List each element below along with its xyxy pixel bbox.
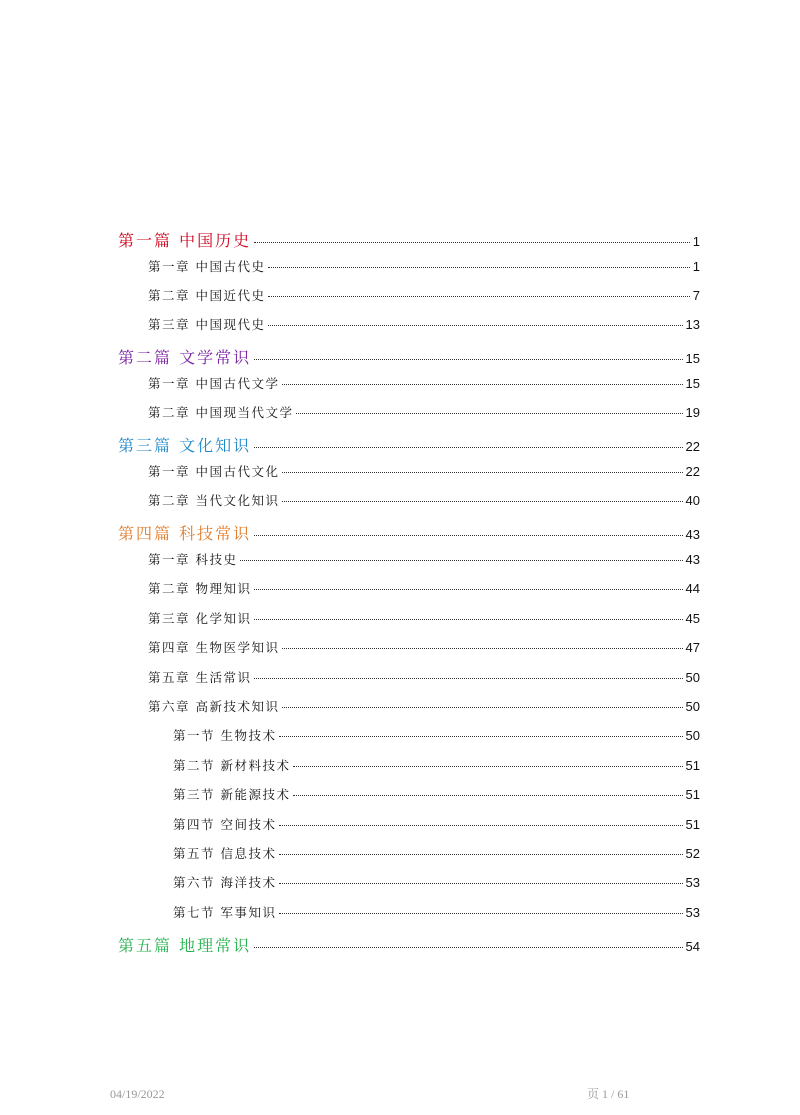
toc-dot-leader [282,648,682,649]
toc-page-number: 22 [685,439,700,454]
toc-entry-title: 第一篇 中国历史 [118,231,252,250]
toc-entry-title: 第六节 海洋技术 [173,875,277,890]
toc-entry-title: 第三章 化学知识 [148,611,252,626]
toc-chapter-entry[interactable] [148,697,700,717]
toc-page-number: 54 [685,939,700,954]
toc-dot-leader [282,707,682,708]
toc-dot-leader [282,472,682,473]
toc-entry-title: 第五节 信息技术 [173,846,277,861]
toc-page-number: 50 [685,728,700,743]
toc-section-entry[interactable] [173,903,700,923]
toc-page-number: 19 [685,405,700,420]
toc-section-entry[interactable] [173,844,700,864]
toc-entry-title: 第五篇 地理常识 [118,936,252,955]
toc-page-number: 1 [692,259,700,274]
toc-entry-title: 第二章 物理知识 [148,581,252,596]
toc-part-entry[interactable] [118,933,700,957]
toc-entry-title: 第一节 生物技术 [173,728,277,743]
footer-page-indicator: 页 1 / 61 [587,1087,630,1101]
toc-page-number: 53 [685,875,700,890]
toc-entry-title: 第五章 生活常识 [148,670,252,685]
toc-section-entry[interactable] [173,785,700,805]
toc-dot-leader [279,854,682,855]
toc-entry-title: 第二章 中国近代史 [148,288,266,303]
toc-dot-leader [254,359,682,360]
toc-part-entry[interactable] [118,228,700,252]
toc-chapter-entry[interactable] [148,638,700,658]
toc-chapter-entry[interactable] [148,491,700,511]
toc-page-number: 50 [685,699,700,714]
toc-page-number: 15 [685,376,700,391]
toc-part-entry[interactable] [118,521,700,545]
toc-entry-title: 第四节 空间技术 [173,817,277,832]
toc-dot-leader [268,296,689,297]
toc-page-number: 7 [692,288,700,303]
toc-page-number: 53 [685,905,700,920]
toc-dot-leader [293,766,682,767]
toc-entry-title: 第二篇 文学常识 [118,348,252,367]
toc-entry-title: 第一章 中国古代文学 [148,376,280,391]
toc-entry-title: 第一章 科技史 [148,552,238,567]
toc-chapter-entry[interactable] [148,257,700,277]
toc-page-number: 51 [685,817,700,832]
toc-entry-title: 第二章 当代文化知识 [148,493,280,508]
toc-dot-leader [282,501,682,502]
toc-chapter-entry[interactable] [148,579,700,599]
toc-entry-title: 第二章 中国现当代文学 [148,405,294,420]
toc-page-number: 40 [685,493,700,508]
toc-page-number: 44 [685,581,700,596]
toc-page-number: 51 [685,787,700,802]
toc-entry-title: 第三章 中国现代史 [148,317,266,332]
toc-entry-title: 第二节 新材料技术 [173,758,291,773]
toc-chapter-entry[interactable] [148,550,700,570]
toc-entry-title: 第一章 中国古代文化 [148,464,280,479]
footer-date: 04/19/2022 [110,1087,165,1101]
toc-page-number: 43 [685,552,700,567]
toc-page-number: 43 [685,527,700,542]
toc-page-number: 15 [685,351,700,366]
toc-dot-leader [254,589,682,590]
toc-dot-leader [240,560,682,561]
toc-dot-leader [282,384,682,385]
toc-chapter-entry[interactable] [148,286,700,306]
toc-entry-title: 第三篇 文化知识 [118,436,252,455]
toc-dot-leader [293,795,682,796]
toc-page-number: 13 [685,317,700,332]
toc-page-number: 22 [685,464,700,479]
toc-dot-leader [254,535,682,536]
toc-dot-leader [279,736,682,737]
toc-dot-leader [279,913,682,914]
toc-page-number: 1 [692,234,700,249]
toc-entry-title: 第三节 新能源技术 [173,787,291,802]
toc-entry-title: 第一章 中国古代史 [148,259,266,274]
toc-dot-leader [268,267,689,268]
toc-section-entry[interactable] [173,873,700,893]
toc-chapter-entry[interactable] [148,609,700,629]
toc-entry-title: 第六章 高新技术知识 [148,699,280,714]
toc-dot-leader [279,883,682,884]
toc-page-number: 52 [685,846,700,861]
toc-dot-leader [254,619,682,620]
toc-section-entry[interactable] [173,756,700,776]
toc-dot-leader [296,413,682,414]
toc-entry-title: 第七节 军事知识 [173,905,277,920]
toc-part-entry[interactable] [118,433,700,457]
toc-chapter-entry[interactable] [148,462,700,482]
toc-section-entry[interactable] [173,726,700,746]
toc-dot-leader [279,825,682,826]
toc-page-number: 50 [685,670,700,685]
toc-chapter-entry[interactable] [148,315,700,335]
toc-dot-leader [254,947,682,948]
toc-page-number: 45 [685,611,700,626]
toc-chapter-entry[interactable] [148,403,700,423]
toc-page-number: 51 [685,758,700,773]
toc-dot-leader [254,447,682,448]
toc-entry-title: 第四章 生物医学知识 [148,640,280,655]
toc-part-entry[interactable] [118,345,700,369]
toc-dot-leader [268,325,682,326]
toc-dot-leader [254,242,690,243]
toc-dot-leader [254,678,682,679]
toc-chapter-entry[interactable] [148,668,700,688]
toc-entry-title: 第四篇 科技常识 [118,524,252,543]
toc-chapter-entry[interactable] [148,374,700,394]
toc-page-number: 47 [685,640,700,655]
toc-section-entry[interactable] [173,815,700,835]
